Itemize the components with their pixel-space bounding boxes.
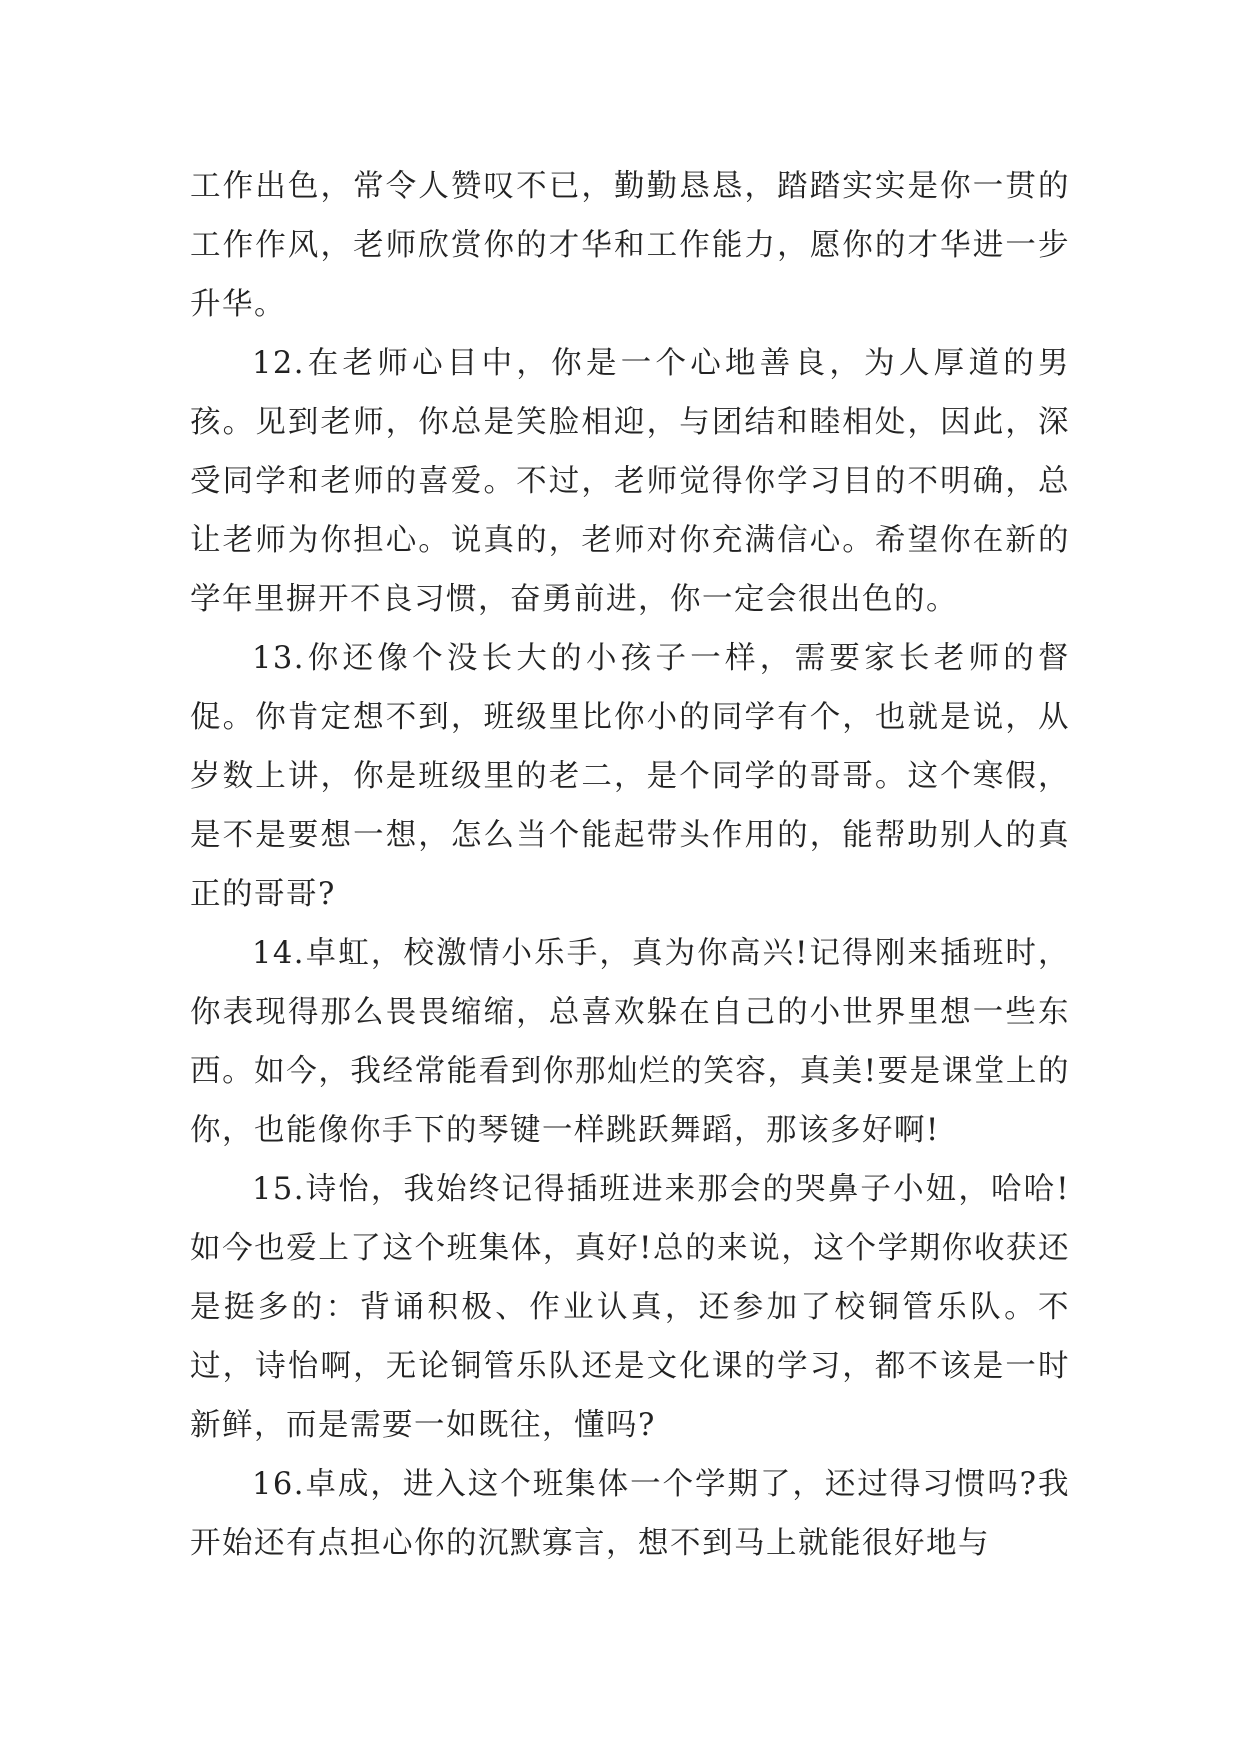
document-body: [190, 157, 1070, 1573]
paragraph-comment-14: 14.卓虹，校激情小乐手，真为你高兴!记得刚来插班时，你表现得那么畏畏缩缩，总喜欢躲在自己的小世界里想一些东西。如今，我经常能看到你那灿烂的笑容，真美!要是课堂上的你，也能像你手下的琴键一样跳跃舞蹈，那该多好啊!: [190, 936, 1070, 1148]
paragraph-comment-12: 12.在老师心目中，你是一个心地善良，为人厚道的男孩。见到老师，你总是笑脸相迎，与团结和睦相处，因此，深受同学和老师的喜爱。不过，老师觉得你学习目的不明确，总让老师为你担心。说真的，老师对你充满信心。希望你在新的学年里摒开不良习惯，奋勇前进，你一定会很出色的。: [190, 346, 1070, 617]
paragraph-comment-13: 13.你还像个没长大的小孩子一样，需要家长老师的督促。你肯定想不到，班级里比你小的同学有个，也就是说，从岁数上讲，你是班级里的老二，是个同学的哥哥。这个寒假，是不是要想一想，怎么当个能起带头作用的，能帮助别人的真正的哥哥?: [190, 641, 1070, 912]
paragraph-continuation: 工作出色，常令人赞叹不已，勤勤恳恳，踏踏实实是你一贯的工作作风，老师欣赏你的才华和工作能力，愿你的才华进一步升华。: [190, 169, 1070, 322]
paragraph-comment-16: 16.卓成，进入这个班集体一个学期了，还过得习惯吗?我开始还有点担心你的沉默寡言，想不到马上就能很好地与: [190, 1467, 1070, 1561]
paragraph-comment-15: 15.诗怡，我始终记得插班进来那会的哭鼻子小妞，哈哈!如今也爱上了这个班集体，真好!总的来说，这个学期你收获还是挺多的：背诵积极、作业认真，还参加了校铜管乐队。不过，诗怡啊，无论铜管乐队还是文化课的学习，都不该是一时新鲜，而是需要一如既往，懂吗?: [190, 1172, 1070, 1443]
